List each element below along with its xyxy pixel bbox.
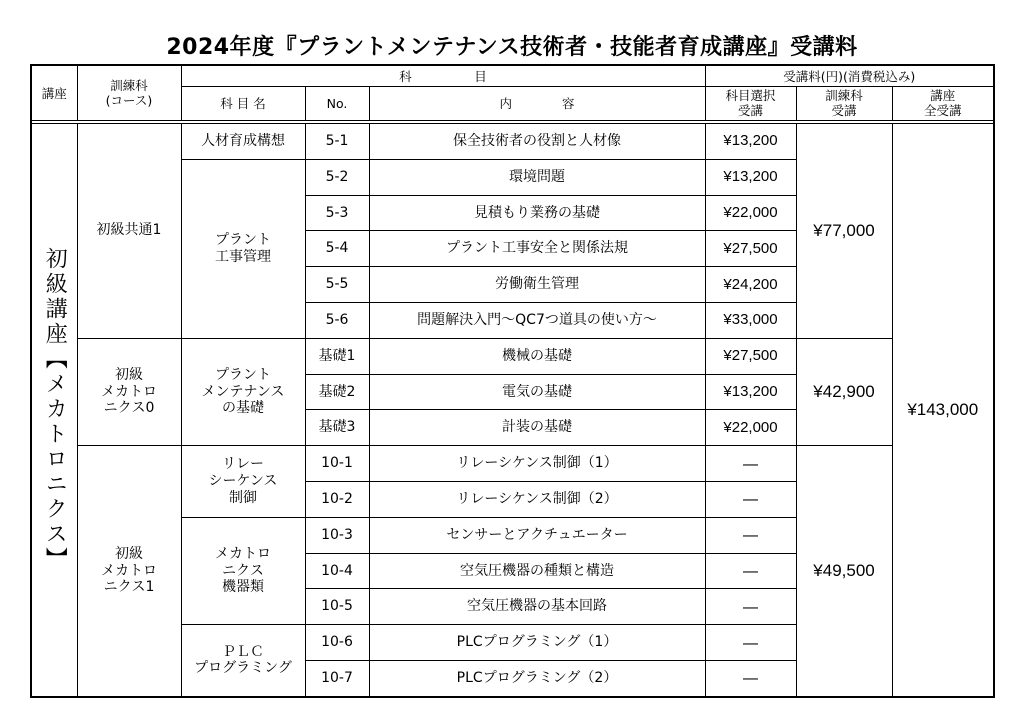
subject-fee: ― <box>705 660 796 696</box>
header-fee-training: 訓練科 受講 <box>796 87 892 121</box>
training-fee-cell: ¥77,000 <box>796 124 892 339</box>
subject-no: 5-6 <box>305 302 369 338</box>
subject-content: 電気の基礎 <box>369 374 705 410</box>
subject-no: 10-2 <box>305 481 369 517</box>
subject-content: 機械の基礎 <box>369 338 705 374</box>
page-title: 2024年度『プラントメンテナンス技術者・技能者育成講座』受講料 <box>166 35 858 60</box>
subject-content: リレーシケンス制御（2） <box>369 481 705 517</box>
table-row <box>31 124 994 160</box>
subject-content: 計装の基礎 <box>369 410 705 446</box>
subject-no: 基礎3 <box>305 410 369 446</box>
table-row <box>31 446 994 482</box>
subject-fee: ¥22,000 <box>705 195 796 231</box>
subject-name-cell: プラント 工事管理 <box>181 159 305 338</box>
subject-no: 基礎1 <box>305 338 369 374</box>
header-subject: 科 目 <box>181 65 705 87</box>
subject-content: PLCプログラミング（1） <box>369 625 705 661</box>
subject-content: 環境問題 <box>369 159 705 195</box>
course-name: 初級講座【メカトロニクス】 <box>42 247 68 573</box>
subject-fee: ― <box>705 625 796 661</box>
subject-fee: ¥13,200 <box>705 159 796 195</box>
subject-fee: ― <box>705 517 796 553</box>
header-no: No. <box>305 87 369 121</box>
subject-fee: ¥22,000 <box>705 410 796 446</box>
subject-no: 10-3 <box>305 517 369 553</box>
subject-content: リレーシケンス制御（1） <box>369 446 705 482</box>
subject-fee: ¥13,200 <box>705 124 796 160</box>
subject-content: センサーとアクチュエーター <box>369 517 705 553</box>
subject-no: 5-3 <box>305 195 369 231</box>
subject-fee: ¥13,200 <box>705 374 796 410</box>
header-fee-subject: 科目選択 受講 <box>705 87 796 121</box>
subject-no: 10-7 <box>305 660 369 696</box>
fee-table <box>30 64 995 698</box>
subject-no: 5-4 <box>305 231 369 267</box>
subject-name-cell: プラント メンテナンス の基礎 <box>181 338 305 445</box>
subject-no: 5-2 <box>305 159 369 195</box>
subject-name-cell: ＰＬＣ プログラミング <box>181 625 305 697</box>
subject-fee: ― <box>705 589 796 625</box>
subject-content: PLCプログラミング（2） <box>369 660 705 696</box>
header-fee-course: 講座 全受講 <box>892 87 994 121</box>
header-content: 内 容 <box>369 87 705 121</box>
subject-no: 10-6 <box>305 625 369 661</box>
subject-fee: ― <box>705 446 796 482</box>
subject-no: 10-5 <box>305 589 369 625</box>
subject-name-cell: リレー シーケンス 制御 <box>181 446 305 518</box>
subject-content: 問題解決入門～QC7つ道具の使い方～ <box>369 302 705 338</box>
training-course-cell: 初級共通1 <box>77 124 181 339</box>
subject-no: 基礎2 <box>305 374 369 410</box>
course-name-cell <box>31 124 77 697</box>
subject-no: 5-5 <box>305 267 369 303</box>
header-training-course: 訓練科 (コース) <box>77 65 181 121</box>
training-fee-cell: ¥42,900 <box>796 338 892 445</box>
subject-no: 5-1 <box>305 124 369 160</box>
subject-name-cell: メカトロ ニクス 機器類 <box>181 517 305 624</box>
subject-fee: ― <box>705 481 796 517</box>
subject-fee: ― <box>705 553 796 589</box>
header-subject-name: 科 目 名 <box>181 87 305 121</box>
subject-content: 空気圧機器の基本回路 <box>369 589 705 625</box>
course-total-fee: ¥143,000 <box>892 124 994 697</box>
subject-content: 見積もり業務の基礎 <box>369 195 705 231</box>
training-fee-cell: ¥49,500 <box>796 446 892 697</box>
table-row <box>31 338 994 374</box>
subject-content: 保全技術者の役割と人材像 <box>369 124 705 160</box>
subject-fee: ¥27,500 <box>705 231 796 267</box>
subject-fee: ¥27,500 <box>705 338 796 374</box>
subject-name-cell: 人材育成構想 <box>181 124 305 160</box>
header-course: 講座 <box>31 65 77 121</box>
subject-content: プラント工事安全と関係法規 <box>369 231 705 267</box>
subject-content: 空気圧機器の種類と構造 <box>369 553 705 589</box>
header-fee: 受講料(円)(消費税込み) <box>705 65 994 87</box>
subject-fee: ¥33,000 <box>705 302 796 338</box>
training-course-cell: 初級 メカトロ ニクス0 <box>77 338 181 445</box>
header-row-1 <box>31 65 994 87</box>
subject-fee: ¥24,200 <box>705 267 796 303</box>
subject-content: 労働衛生管理 <box>369 267 705 303</box>
training-course-cell: 初級 メカトロ ニクス1 <box>77 446 181 697</box>
subject-no: 10-4 <box>305 553 369 589</box>
subject-no: 10-1 <box>305 446 369 482</box>
